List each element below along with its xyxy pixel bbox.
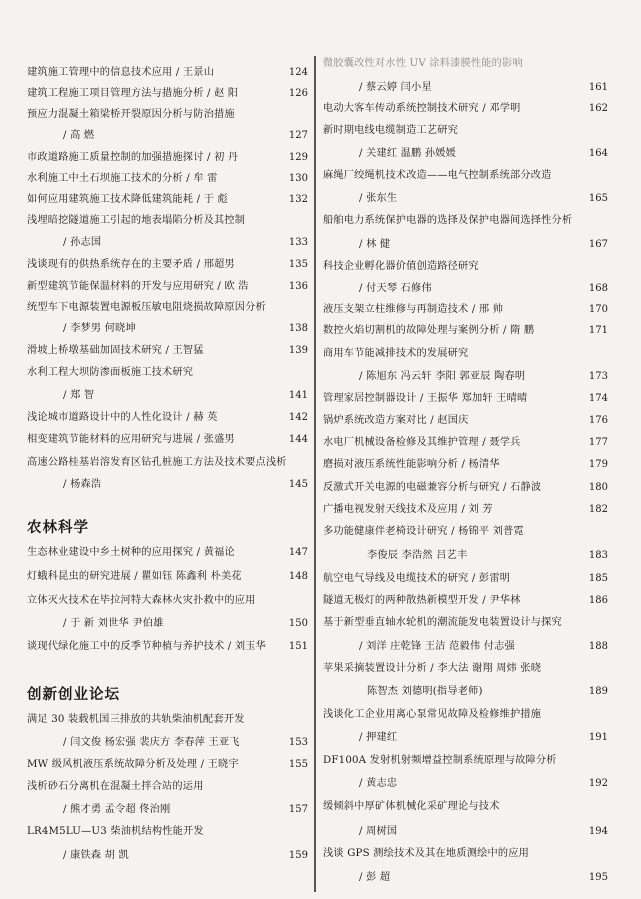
page-number: 164 [588, 148, 608, 159]
toc-entry-authors[interactable] [27, 617, 308, 630]
toc-entry-title[interactable] [27, 433, 308, 446]
entry-text: / 熊才勇 孟令超 佟治刚 [63, 804, 171, 815]
toc-entry-title[interactable] [323, 525, 608, 538]
toc-entry-title[interactable] [323, 124, 608, 137]
toc-entry-title[interactable] [323, 347, 608, 360]
toc-entry-authors[interactable] [27, 129, 308, 142]
entry-text: / 康铁森 胡 凯 [63, 850, 129, 861]
column-divider [314, 56, 316, 892]
toc-entry-title[interactable] [27, 108, 308, 121]
toc-entry-title[interactable] [27, 640, 308, 653]
entry-text: 预应力混凝土箱梁桥开裂原因分析与防治措施 [27, 109, 235, 120]
page-number: 126 [288, 88, 308, 99]
page-number: 192 [588, 778, 608, 789]
toc-entry-title[interactable] [323, 754, 608, 767]
page-number: 162 [588, 103, 608, 114]
toc-entry-title[interactable] [27, 570, 308, 583]
toc-entry-authors[interactable] [323, 731, 608, 744]
entry-text: 如何应用建筑施工技术降低建筑能耗 / 于 彪 [27, 194, 228, 205]
page-number: 188 [588, 641, 608, 652]
page-number: 176 [588, 415, 608, 426]
toc-entry-authors[interactable] [323, 777, 608, 790]
entry-text: 立体灭火技术在毕拉河特大森林火灾扑救中的应用 [27, 595, 256, 606]
page-number: 135 [288, 259, 308, 270]
page-number: 159 [288, 850, 308, 861]
page-number: 179 [588, 459, 608, 470]
entry-text: / 林 健 [359, 239, 391, 250]
toc-entry-title[interactable] [27, 546, 308, 559]
entry-text: 隧道无极灯的两种散热新模型开发 / 尹华林 [323, 595, 521, 606]
toc-entry-title[interactable] [27, 594, 308, 607]
entry-text: 陈智杰 刘德明(指导老师) [367, 686, 483, 697]
toc-entry-title[interactable] [27, 258, 308, 271]
toc-entry-title[interactable] [323, 594, 608, 607]
entry-text: 船舶电力系统保护电器的选择及保护电器间选择性分析 [323, 215, 573, 226]
page-number: 183 [588, 550, 608, 561]
page-number: 130 [288, 173, 308, 184]
entry-text: 锅炉系统改造方案对比 / 赵国庆 [323, 415, 469, 426]
page-number: 138 [288, 323, 308, 334]
entry-text: / 陈旭东 冯云轩 李阳 郭亚辰 陶春明 [359, 371, 526, 382]
entry-text: / 彭 超 [359, 872, 391, 883]
page-number: 129 [288, 152, 308, 163]
entry-text: / 黄志忠 [359, 778, 398, 789]
page-number: 145 [288, 479, 308, 490]
entry-text: / 杨森浩 [63, 479, 102, 490]
entry-text: 满足 30 装载机国三排放的共轨柴油机配套开发 [27, 714, 245, 725]
toc-entry-title[interactable] [27, 193, 308, 206]
page-number: 167 [588, 239, 608, 250]
entry-text: 生态林业建设中乡土树种的应用探究 / 黄福论 [27, 547, 235, 558]
entry-text: / 关建红 温鹏 孙媛媛 [359, 148, 457, 159]
toc-entry-authors[interactable] [323, 549, 608, 562]
toc-entry-title[interactable] [323, 436, 608, 449]
entry-text: 浅埋暗挖隧道施工引起的地表塌陷分析及其控制 [27, 215, 246, 226]
toc-entry-authors[interactable] [323, 147, 608, 160]
page-number: 150 [288, 618, 308, 629]
entry-text: 新型建筑节能保温材料的开发与应用研究 / 欧 浩 [27, 281, 249, 292]
entry-text: 新时期电线电缆制造工艺研究 [323, 125, 459, 136]
entry-text: MW 级风机液压系统故障分析及处理 / 王晓宇 [27, 759, 239, 770]
entry-text: 高速公路桂基岩溶发育区钻孔桩施工方法及技术要点浅析 [27, 457, 287, 468]
entry-text: LR4M5LU—U3 柴油机结构性能开发 [27, 826, 204, 837]
page-number: 133 [288, 237, 308, 248]
toc-entry-title[interactable] [323, 260, 608, 273]
entry-text: / 蔡云婷 闫小星 [359, 82, 432, 93]
section-heading: 创新创业论坛 [27, 687, 120, 703]
toc-entry-title[interactable] [323, 616, 608, 629]
toc-entry-authors[interactable] [323, 370, 608, 383]
toc-entry-authors[interactable] [323, 685, 608, 698]
toc-entry-title[interactable] [323, 572, 608, 585]
page-number: 132 [288, 194, 308, 205]
toc-entry-title[interactable] [27, 344, 308, 357]
toc-entry-title[interactable] [323, 57, 608, 70]
entry-text: 麻绳厂绞绳机技术改造——电气控制系统部分改造 [323, 170, 552, 181]
entry-text: 液压支架立柱维修与再制造技术 / 邢 帅 [323, 304, 504, 315]
page-number: 185 [588, 573, 608, 584]
toc-entry-authors[interactable] [27, 236, 308, 249]
page-number: 144 [288, 434, 308, 445]
page-number: 155 [288, 759, 308, 770]
entry-text: 水利工程大坝防渗面板施工技术研究 [27, 367, 194, 378]
page-number: 180 [588, 482, 608, 493]
toc-entry-authors[interactable] [323, 871, 608, 884]
toc-entry-authors[interactable] [27, 803, 308, 816]
entry-text: 磨损对液压系统性能影响分析 / 杨清华 [323, 459, 500, 470]
toc-entry-title[interactable] [27, 66, 308, 79]
entry-text: 基于新型垂直轴水轮机的潮流能发电装置设计与探究 [323, 617, 562, 628]
toc-entry-title[interactable] [27, 456, 308, 469]
page-number: 141 [288, 390, 308, 401]
entry-text: / 闫文俊 杨宏强 裴庆方 李春萍 王亚飞 [63, 737, 240, 748]
entry-text: / 周树国 [359, 826, 398, 837]
page-number: 168 [588, 283, 608, 294]
toc-entry-title[interactable] [27, 713, 308, 726]
toc-entry-title[interactable] [27, 172, 308, 185]
page-number: 189 [588, 686, 608, 697]
toc-entry-title[interactable] [323, 708, 608, 721]
entry-text: 谈现代绿化施工中的反季节种植与养护技术 / 刘玉华 [27, 641, 267, 652]
page-number: 186 [588, 595, 608, 606]
entry-text: 浅论城市道路设计中的人性化设计 / 赫 英 [27, 412, 218, 423]
page-number: 174 [588, 393, 608, 404]
page-number: 127 [288, 130, 308, 141]
entry-text: 航空电气导线及电缆技术的研究 / 彭雷明 [323, 573, 511, 584]
toc-entry-title[interactable] [323, 503, 608, 516]
toc-entry-authors[interactable] [323, 282, 608, 295]
toc-entry-title[interactable] [323, 847, 608, 860]
toc-entry-authors[interactable] [323, 825, 608, 838]
toc-entry-title[interactable] [27, 780, 308, 793]
page-number: 139 [288, 345, 308, 356]
toc-entry-authors[interactable] [27, 322, 308, 335]
toc-entry-title[interactable] [27, 301, 308, 314]
entry-text: 浅谈化工企业用离心泵常见故障及检修维护措施 [323, 709, 542, 720]
entry-text: 管理家居控制器设计 / 王振华 郑加轩 王晴晴 [323, 393, 528, 404]
entry-text: 灯蛾科昆虫的研究进展 / 瞿如钰 陈鑫利 朴美花 [27, 571, 242, 582]
toc-entry-title[interactable] [323, 169, 608, 182]
toc-entry-title[interactable] [27, 214, 308, 227]
toc-entry-authors[interactable] [27, 478, 308, 491]
entry-text: 浅析砂石分离机在混凝土拌合站的运用 [27, 781, 204, 792]
toc-entry-title[interactable] [323, 102, 608, 115]
entry-text: 市政道路施工质量控制的加强措施探讨 / 初 丹 [27, 152, 239, 163]
toc-entry-authors[interactable] [323, 81, 608, 94]
page-number: 191 [588, 732, 608, 743]
toc-entry-authors[interactable] [323, 192, 608, 205]
toc-entry-title[interactable] [323, 414, 608, 427]
entry-text: / 押建红 [359, 732, 398, 743]
entry-text: / 高 燃 [63, 130, 95, 141]
page-number: 147 [288, 547, 308, 558]
page-number: 182 [588, 504, 608, 515]
page-number: 157 [288, 804, 308, 815]
entry-text: 浅谈现有的供热系统存在的主要矛盾 / 邢超男 [27, 259, 235, 270]
toc-entry-title[interactable] [323, 324, 608, 337]
toc-entry-title[interactable] [27, 366, 308, 379]
toc-entry-authors[interactable] [27, 736, 308, 749]
toc-entry-title[interactable] [27, 411, 308, 424]
entry-text: 微胶囊改性对水性 UV 涂料漆膜性能的影响 [323, 58, 523, 69]
page-number: 124 [288, 67, 308, 78]
toc-entry-title[interactable] [323, 303, 608, 316]
entry-text: / 张东生 [359, 193, 398, 204]
entry-text: 建筑施工管理中的信息技术应用 / 王景山 [27, 67, 215, 78]
page-number: 151 [288, 641, 308, 652]
entry-text: 科技企业孵化器价值创造路径研究 [323, 261, 479, 272]
entry-text: 数控火焰切割机的故障处理与案例分析 / 隋 鹏 [323, 325, 535, 336]
toc-entry-title[interactable] [27, 758, 308, 771]
entry-text: 滑坡上桥墩基础加固技术研究 / 王智猛 [27, 345, 204, 356]
toc-entry-authors[interactable] [323, 238, 608, 251]
entry-text: DF100A 发射机射频增益控制系统原理与故障分析 [323, 755, 557, 766]
page-number: 161 [588, 82, 608, 93]
toc-entry-title[interactable] [27, 87, 308, 100]
toc-entry-authors[interactable] [323, 640, 608, 653]
toc-entry-title[interactable] [323, 214, 608, 227]
toc-entry-title[interactable] [27, 825, 308, 838]
entry-text: 电动大客车传动系统控制技术研究 / 邓学明 [323, 103, 521, 114]
toc-entry-title[interactable] [27, 151, 308, 164]
page-number: 165 [588, 193, 608, 204]
entry-text: 建筑工程施工项目管理方法与措施分析 / 赵 阳 [27, 88, 239, 99]
page-number: 195 [588, 872, 608, 883]
entry-text: 统型车下电源装置电源板压敏电阻烧损故障原因分析 [27, 302, 266, 313]
page-number: 171 [588, 325, 608, 336]
entry-text: 水利施工中土石坝施工技术的分析 / 牟 雷 [27, 173, 218, 184]
entry-text: / 孙志国 [63, 237, 102, 248]
entry-text: 李俊辰 李浩然 吕艺丰 [367, 550, 468, 561]
toc-entry-title[interactable] [27, 280, 308, 293]
page-number: 173 [588, 371, 608, 382]
entry-text: 缓倾斜中厚矿体机械化采矿理论与技术 [323, 801, 500, 812]
entry-text: 多功能健康伴老椅设计研究 / 杨锦平 刘普霓 [323, 526, 524, 537]
page-number: 194 [588, 826, 608, 837]
page-number: 153 [288, 737, 308, 748]
toc-entry-title[interactable] [323, 662, 608, 675]
entry-text: 广播电视发射天线技术及应用 / 刘 芳 [323, 504, 493, 515]
entry-text: 商用车节能减排技术的发展研究 [323, 348, 469, 359]
entry-text: / 于 新 刘世华 尹伯雄 [63, 618, 164, 629]
toc-entry-title[interactable] [323, 392, 608, 405]
entry-text: 苹果采摘装置设计分析 / 李大法 谢翔 周炜 张晓 [323, 663, 542, 674]
page-number: 177 [588, 437, 608, 448]
page-number: 142 [288, 412, 308, 423]
entry-text: 浅谈 GPS 测绘技术及其在地质测绘中的应用 [323, 848, 530, 859]
toc-entry-authors[interactable] [27, 849, 308, 862]
toc-entry-authors[interactable] [27, 389, 308, 402]
entry-text: / 付天琴 石修伟 [359, 283, 432, 294]
entry-text: / 李梦男 何晓坤 [63, 323, 136, 334]
entry-text: 反激式开关电源的电磁兼容分析与研究 / 石静波 [323, 482, 542, 493]
entry-text: 相变建筑节能材料的应用研究与进展 / 张盛男 [27, 434, 235, 445]
toc-entry-title[interactable] [323, 800, 608, 813]
section-heading: 农林科学 [27, 520, 89, 536]
entry-text: 水电厂机械设备检修及其维护管理 / 聂学兵 [323, 437, 521, 448]
toc-entry-title[interactable] [323, 481, 608, 494]
page-number: 136 [288, 281, 308, 292]
page-number: 148 [288, 571, 308, 582]
entry-text: / 郑 智 [63, 390, 95, 401]
entry-text: / 刘洋 庄乾锋 王洁 范毅伟 付志强 [359, 641, 515, 652]
toc-entry-title[interactable] [323, 458, 608, 471]
page-number: 170 [588, 304, 608, 315]
